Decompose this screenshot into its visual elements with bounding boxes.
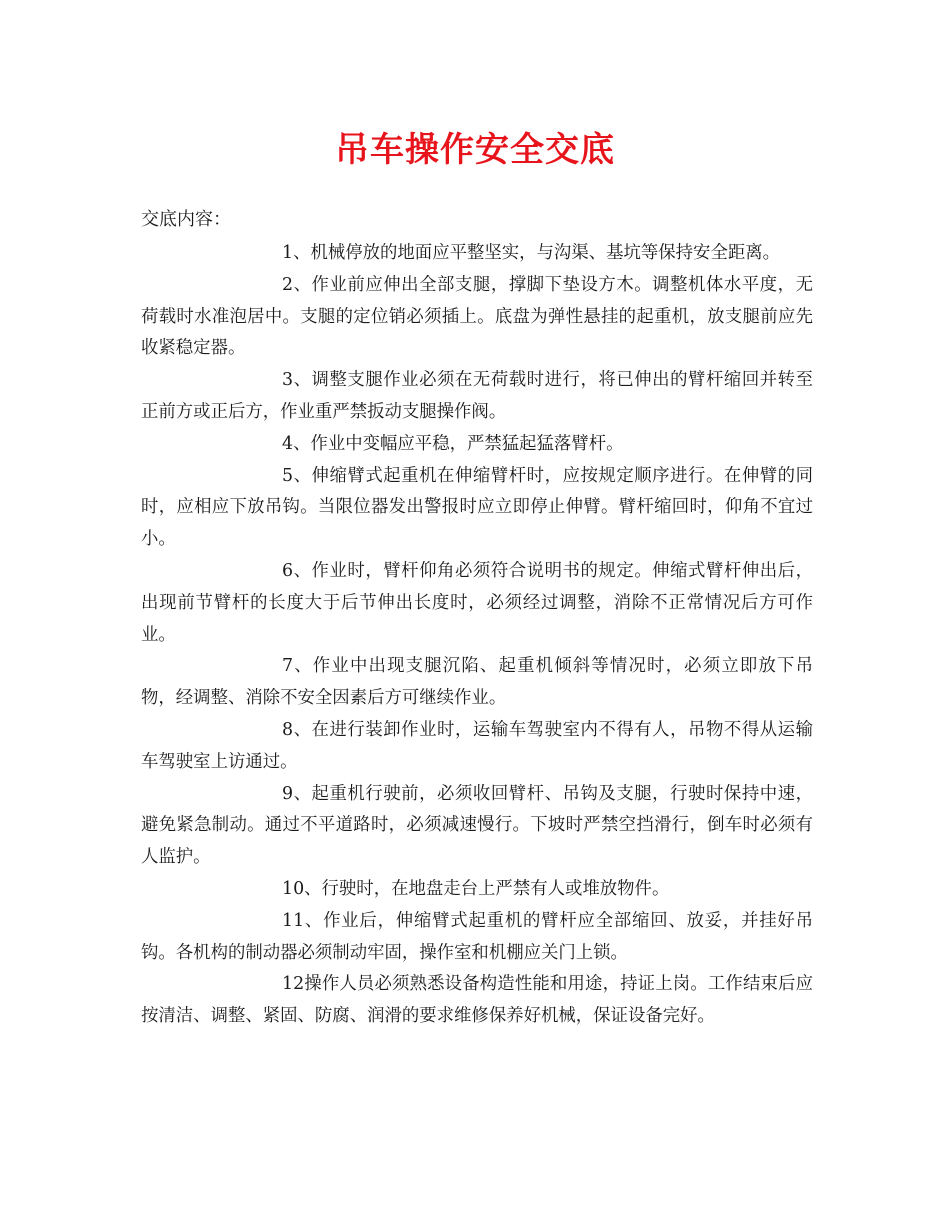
list-item: 3、调整支腿作业必须在无荷载时进行，将已伸出的臂杆缩回并转至正前方或正后方，作业重严禁扳动支腿操作阀。 (141, 370, 813, 422)
list-item: 11、作业后，伸缩臂式起重机的臂杆应全部缩回、放妥，并挂好吊钩。各机构的制动器必须制动牢固，操作室和机棚应关门上锁。 (141, 910, 813, 963)
list-item: 9、起重机行驶前，必须收回臂杆、吊钩及支腿，行驶时保持中速，避免紧急制动。通过不平道路时，必须减速慢行。下坡时严禁空挡滑行，倒车时必须有人监护。 (141, 783, 813, 868)
list-item: 2、作业前应伸出全部支腿，撑脚下垫设方木。调整机体水平度，无荷载时水准泡居中。支腿的定位销必须插上。底盘为弹性悬挂的起重机，放支腿前应先收紧稳定器。 (141, 274, 813, 359)
document-body (141, 238, 813, 1033)
list-item: 12操作人员必须熟悉设备构造性能和用途，持证上岗。工作结束后应按清洁、调整、紧固、防腐、润滑的要求维修保养好机械，保证设备完好。 (141, 974, 813, 1027)
list-item: 6、作业时，臂杆仰角必须符合说明书的规定。伸缩式臂杆伸出后，出现前节臂杆的长度大于后节伸出长度时，必须经过调整，消除不正常情况后方可作业。 (141, 560, 813, 645)
list-item: 4、作业中变幅应平稳，严禁猛起猛落臂杆。 (282, 433, 624, 454)
list-item: 1、机械停放的地面应平整坚实，与沟渠、基坑等保持安全距离。 (282, 243, 781, 263)
intro-label: 交底内容： (141, 209, 231, 230)
list-item: 5、伸缩臂式起重机在伸缩臂杆时，应按规定顺序进行。在伸臂的同时，应相应下放吊钩。当限位器发出警报时应立即停止伸臂。臂杆缩回时，仰角不宜过小。 (141, 465, 813, 550)
list-item: 8、在进行装卸作业时，运输车驾驶室内不得有人，吊物不得从运输车驾驶室上访通过。 (141, 719, 813, 772)
list-item: 10、行驶时，在地盘走台上严禁有人或堆放物件。 (282, 878, 670, 899)
list-item: 7、作业中出现支腿沉陷、起重机倾斜等情况时，必须立即放下吊物，经调整、消除不安全因素后方可继续作业。 (141, 656, 813, 709)
document-title: 吊车操作安全交底 (335, 130, 615, 170)
